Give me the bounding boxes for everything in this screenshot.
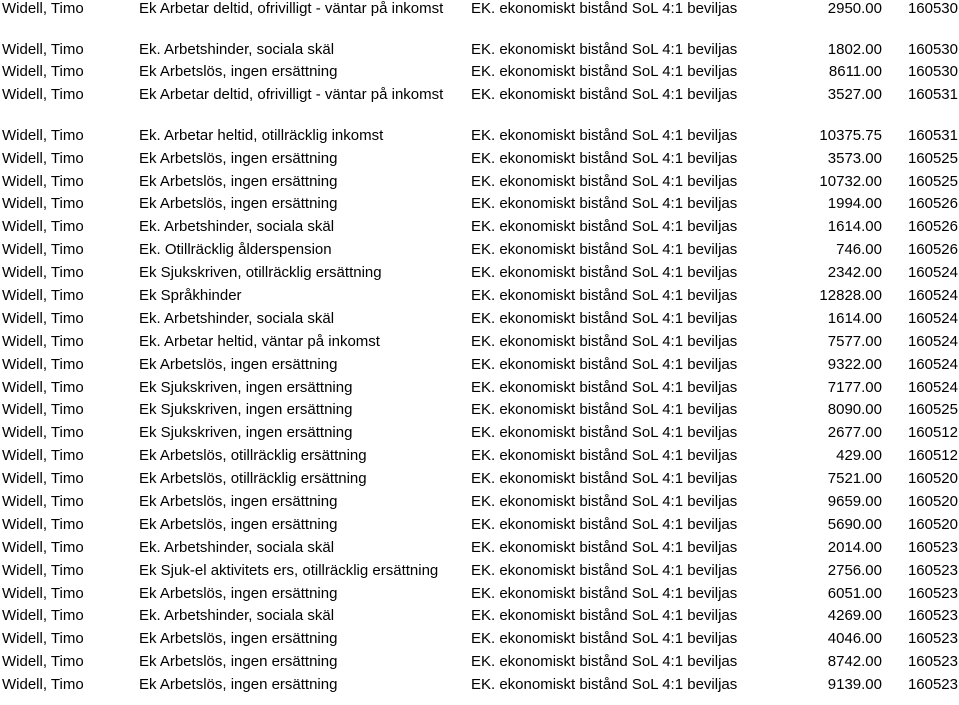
cell-date: 160524 — [907, 264, 958, 282]
cell-date: 160531 — [907, 86, 958, 104]
cell-reason: Ek Sjuk-el aktivitets ers, otillräcklig ersättning — [139, 561, 439, 579]
cell-decision: EK. ekonomiskt bistånd SoL 4:1 beviljas — [471, 378, 738, 396]
cell-name: Widell, Timo — [2, 424, 84, 442]
cell-amount: 12828.00 — [819, 287, 882, 305]
cell-decision: EK. ekonomiskt bistånd SoL 4:1 beviljas — [471, 264, 738, 282]
table-row — [0, 424, 959, 447]
cell-date: 160520 — [907, 515, 958, 533]
cell-name: Widell, Timo — [2, 493, 84, 511]
cell-reason: Ek Arbetslös, ingen ersättning — [139, 653, 338, 671]
cell-reason: Ek Arbetslös, ingen ersättning — [139, 630, 338, 648]
table-row — [0, 447, 959, 470]
cell-amount: 9139.00 — [827, 676, 882, 694]
cell-decision: EK. ekonomiskt bistånd SoL 4:1 beviljas — [471, 607, 738, 625]
table-row — [0, 241, 959, 264]
cell-amount: 1614.00 — [827, 309, 882, 327]
cell-reason: Ek Arbetslös, ingen ersättning — [139, 493, 338, 511]
cell-date: 160526 — [907, 241, 958, 259]
cell-name: Widell, Timo — [2, 218, 84, 236]
cell-reason: Ek. Arbetar heltid, otillräcklig inkomst — [139, 126, 384, 144]
cell-amount: 2950.00 — [827, 0, 882, 17]
table-row — [0, 218, 959, 241]
cell-amount: 8090.00 — [827, 401, 882, 419]
table-row — [0, 401, 959, 424]
table-row — [0, 287, 959, 310]
cell-decision: EK. ekonomiskt bistånd SoL 4:1 beviljas — [471, 241, 738, 259]
cell-decision: EK. ekonomiskt bistånd SoL 4:1 beviljas — [471, 63, 738, 81]
cell-date: 160523 — [907, 676, 958, 694]
cell-date: 160530 — [907, 40, 958, 58]
cell-amount: 1994.00 — [827, 195, 882, 213]
cell-name: Widell, Timo — [2, 332, 84, 350]
cell-reason: Ek Arbetslös, ingen ersättning — [139, 63, 338, 81]
cell-reason: Ek Arbetslös, otillräcklig ersättning — [139, 447, 367, 465]
table-row — [0, 470, 959, 493]
cell-date: 160526 — [907, 218, 958, 236]
cell-name: Widell, Timo — [2, 447, 84, 465]
cell-date: 160512 — [907, 424, 958, 442]
cell-decision: EK. ekonomiskt bistånd SoL 4:1 beviljas — [471, 515, 738, 533]
table-row — [0, 607, 959, 630]
cell-amount: 3573.00 — [827, 149, 882, 167]
table-row — [0, 493, 959, 516]
cell-date: 160531 — [907, 126, 958, 144]
table-row — [0, 333, 959, 356]
cell-date: 160526 — [907, 195, 958, 213]
cell-date: 160523 — [907, 584, 958, 602]
cell-amount: 2014.00 — [827, 538, 882, 556]
cell-name: Widell, Timo — [2, 172, 84, 190]
table-row — [0, 150, 959, 173]
cell-decision: EK. ekonomiskt bistånd SoL 4:1 beviljas — [471, 538, 738, 556]
cell-name: Widell, Timo — [2, 401, 84, 419]
table-row — [0, 676, 959, 699]
cell-amount: 7177.00 — [827, 378, 882, 396]
table-row — [0, 63, 959, 86]
table-row — [0, 562, 959, 585]
cell-name: Widell, Timo — [2, 607, 84, 625]
cell-date: 160523 — [907, 607, 958, 625]
cell-date: 160512 — [907, 447, 958, 465]
cell-amount: 4269.00 — [827, 607, 882, 625]
cell-reason: Ek. Arbetshinder, sociala skäl — [139, 40, 335, 58]
table-row — [0, 310, 959, 333]
table-row — [0, 127, 959, 150]
cell-name: Widell, Timo — [2, 126, 84, 144]
cell-amount: 10732.00 — [819, 172, 882, 190]
table-row — [0, 356, 959, 379]
cell-reason: Ek. Arbetshinder, sociala skäl — [139, 538, 335, 556]
cell-decision: EK. ekonomiskt bistånd SoL 4:1 beviljas — [471, 287, 738, 305]
cell-amount: 429.00 — [836, 447, 882, 465]
cell-reason: Ek Sjukskriven, ingen ersättning — [139, 378, 353, 396]
cell-decision: EK. ekonomiskt bistånd SoL 4:1 beviljas — [471, 309, 738, 327]
cell-name: Widell, Timo — [2, 470, 84, 488]
cell-reason: Ek Arbetslös, ingen ersättning — [139, 515, 338, 533]
cell-amount: 7577.00 — [827, 332, 882, 350]
cell-reason: Ek. Otillräcklig ålderspension — [139, 241, 332, 259]
cell-date: 160525 — [907, 172, 958, 190]
table-row — [0, 379, 959, 402]
cell-name: Widell, Timo — [2, 630, 84, 648]
cell-decision: EK. ekonomiskt bistånd SoL 4:1 beviljas — [471, 401, 738, 419]
cell-decision: EK. ekonomiskt bistånd SoL 4:1 beviljas — [471, 355, 738, 373]
table-row — [0, 653, 959, 676]
cell-date: 160525 — [907, 149, 958, 167]
cell-name: Widell, Timo — [2, 40, 84, 58]
cell-reason: Ek Sjukskriven, ingen ersättning — [139, 401, 353, 419]
cell-name: Widell, Timo — [2, 264, 84, 282]
cell-date: 160520 — [907, 493, 958, 511]
cell-reason: Ek. Arbetshinder, sociala skäl — [139, 218, 335, 236]
cell-amount: 9659.00 — [827, 493, 882, 511]
cell-amount: 4046.00 — [827, 630, 882, 648]
cell-name: Widell, Timo — [2, 195, 84, 213]
cell-amount: 9322.00 — [827, 355, 882, 373]
cell-reason: Ek Arbetar deltid, ofrivilligt - väntar på inkomst — [139, 86, 444, 104]
cell-amount: 8611.00 — [828, 63, 882, 81]
cell-amount: 1802.00 — [827, 40, 882, 58]
cell-name: Widell, Timo — [2, 676, 84, 694]
cell-date: 160523 — [907, 561, 958, 579]
cell-date: 160523 — [907, 630, 958, 648]
cell-amount: 746.00 — [836, 241, 882, 259]
cell-date: 160524 — [907, 309, 958, 327]
cell-decision: EK. ekonomiskt bistånd SoL 4:1 beviljas — [471, 149, 738, 167]
cell-name: Widell, Timo — [2, 149, 84, 167]
cell-amount: 8742.00 — [827, 653, 882, 671]
cell-decision: EK. ekonomiskt bistånd SoL 4:1 beviljas — [471, 584, 738, 602]
cell-reason: Ek Arbetslös, ingen ersättning — [139, 584, 338, 602]
cell-amount: 7521.00 — [827, 470, 882, 488]
cell-decision: EK. ekonomiskt bistånd SoL 4:1 beviljas — [471, 470, 738, 488]
cell-name: Widell, Timo — [2, 0, 84, 17]
cell-decision: EK. ekonomiskt bistånd SoL 4:1 beviljas — [471, 676, 738, 694]
cell-date: 160530 — [907, 63, 958, 81]
cell-amount: 10375.75 — [819, 126, 882, 144]
cell-amount: 2756.00 — [827, 561, 882, 579]
cell-name: Widell, Timo — [2, 309, 84, 327]
cell-name: Widell, Timo — [2, 538, 84, 556]
cell-amount: 1614.00 — [827, 218, 882, 236]
cell-reason: Ek. Arbetshinder, sociala skäl — [139, 309, 335, 327]
cell-decision: EK. ekonomiskt bistånd SoL 4:1 beviljas — [471, 630, 738, 648]
table-row — [0, 539, 959, 562]
cell-reason: Ek Sjukskriven, ingen ersättning — [139, 424, 353, 442]
cell-amount: 6051.00 — [827, 584, 882, 602]
cell-decision: EK. ekonomiskt bistånd SoL 4:1 beviljas — [471, 126, 738, 144]
table-row — [0, 264, 959, 287]
cell-name: Widell, Timo — [2, 355, 84, 373]
cell-reason: Ek. Arbetar heltid, väntar på inkomst — [139, 332, 380, 350]
cell-date: 160523 — [907, 538, 958, 556]
cell-amount: 5690.00 — [827, 515, 882, 533]
cell-name: Widell, Timo — [2, 86, 84, 104]
cell-date: 160524 — [907, 378, 958, 396]
cell-reason: Ek Arbetslös, ingen ersättning — [139, 172, 338, 190]
cell-name: Widell, Timo — [2, 378, 84, 396]
cell-amount: 3527.00 — [827, 86, 882, 104]
table-row — [0, 585, 959, 608]
cell-decision: EK. ekonomiskt bistånd SoL 4:1 beviljas — [471, 40, 738, 58]
cell-date: 160524 — [907, 332, 958, 350]
cell-name: Widell, Timo — [2, 63, 84, 81]
cell-name: Widell, Timo — [2, 584, 84, 602]
cell-reason: Ek Arbetslös, ingen ersättning — [139, 149, 338, 167]
cell-decision: EK. ekonomiskt bistånd SoL 4:1 beviljas — [471, 0, 738, 17]
cell-decision: EK. ekonomiskt bistånd SoL 4:1 beviljas — [471, 447, 738, 465]
cell-name: Widell, Timo — [2, 653, 84, 671]
cell-date: 160525 — [907, 401, 958, 419]
cell-reason: Ek Sjukskriven, otillräcklig ersättning — [139, 264, 382, 282]
cell-amount: 2677.00 — [827, 424, 882, 442]
cell-reason: Ek Arbetslös, ingen ersättning — [139, 195, 338, 213]
cell-decision: EK. ekonomiskt bistånd SoL 4:1 beviljas — [471, 332, 738, 350]
cell-reason: Ek. Arbetshinder, sociala skäl — [139, 607, 335, 625]
cell-decision: EK. ekonomiskt bistånd SoL 4:1 beviljas — [471, 653, 738, 671]
table-row — [0, 195, 959, 218]
cell-date: 160520 — [907, 470, 958, 488]
cell-decision: EK. ekonomiskt bistånd SoL 4:1 beviljas — [471, 218, 738, 236]
cell-name: Widell, Timo — [2, 287, 84, 305]
cell-decision: EK. ekonomiskt bistånd SoL 4:1 beviljas — [471, 561, 738, 579]
table-row — [0, 0, 959, 41]
cell-reason: Ek Språkhinder — [139, 287, 242, 305]
cell-amount: 2342.00 — [827, 264, 882, 282]
cell-reason: Ek Arbetslös, ingen ersättning — [139, 355, 338, 373]
table-row — [0, 630, 959, 653]
cell-name: Widell, Timo — [2, 515, 84, 533]
cell-reason: Ek Arbetslös, otillräcklig ersättning — [139, 470, 367, 488]
cell-name: Widell, Timo — [2, 241, 84, 259]
cell-decision: EK. ekonomiskt bistånd SoL 4:1 beviljas — [471, 195, 738, 213]
cell-date: 160530 — [907, 0, 958, 17]
cell-date: 160524 — [907, 287, 958, 305]
table-row — [0, 516, 959, 539]
cell-decision: EK. ekonomiskt bistånd SoL 4:1 beviljas — [471, 86, 738, 104]
cell-decision: EK. ekonomiskt bistånd SoL 4:1 beviljas — [471, 493, 738, 511]
table-row — [0, 86, 959, 127]
cell-reason: Ek Arbetar deltid, ofrivilligt - väntar på inkomst — [139, 0, 444, 17]
cell-name: Widell, Timo — [2, 561, 84, 579]
cell-date: 160524 — [907, 355, 958, 373]
table-row — [0, 173, 959, 196]
cell-reason: Ek Arbetslös, ingen ersättning — [139, 676, 338, 694]
cell-decision: EK. ekonomiskt bistånd SoL 4:1 beviljas — [471, 172, 738, 190]
table-row — [0, 41, 959, 64]
cell-decision: EK. ekonomiskt bistånd SoL 4:1 beviljas — [471, 424, 738, 442]
cell-date: 160523 — [907, 653, 958, 671]
